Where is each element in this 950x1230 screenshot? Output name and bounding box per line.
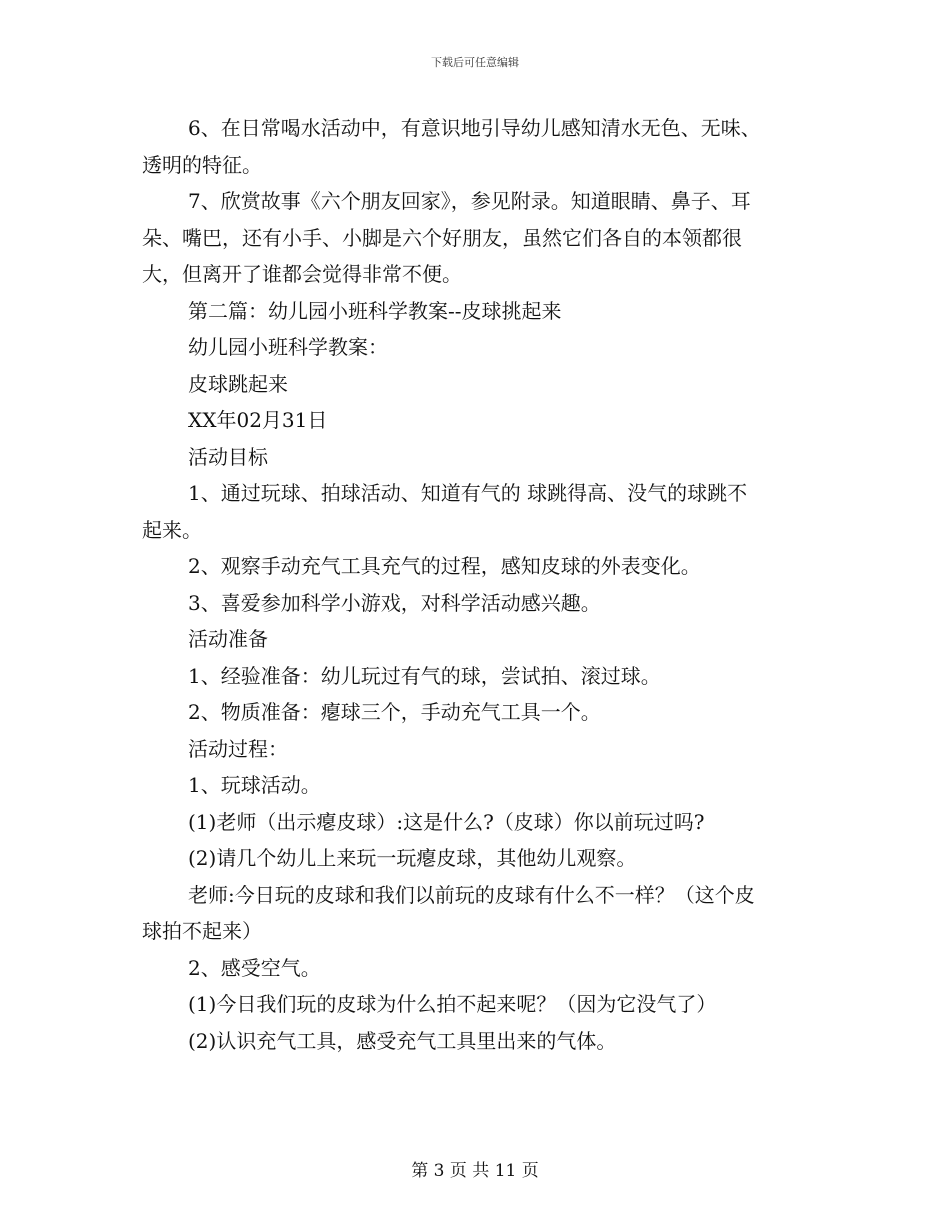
paragraph-line: (1)老师（出示瘪皮球）:这是什么?（皮球）你以前玩过吗? — [188, 809, 705, 834]
paragraph-line: 朵、嘴巴，还有小手、小脚是六个好朋友，虽然它们各自的本领都很 — [142, 225, 742, 250]
paragraph-line: (2)请几个幼儿上来玩一玩瘪皮球，其他幼儿观察。 — [188, 846, 637, 870]
paragraph-line: 起来。 — [142, 517, 202, 542]
paragraph-line: 7、欣赏故事《六个朋友回家》，参见附录。知道眼睛、鼻子、耳 — [188, 189, 751, 213]
paragraph-line: 皮球跳起来 — [188, 371, 288, 396]
subheading: 活动目标 — [188, 444, 268, 469]
paragraph-line: 老师:今日玩的皮球和我们以前玩的皮球有什么不一样？（这个皮 — [188, 882, 755, 907]
paragraph-line: 幼儿园小班科学教案： — [188, 335, 388, 359]
document-body — [142, 110, 810, 1059]
paragraph-line: 6、在日常喝水活动中，有意识地引导幼儿感知清水无色、无味、 — [188, 116, 761, 140]
page-footer: 第 3 页 共 11 页 — [411, 1161, 539, 1181]
paragraph-line: 2、感受空气。 — [188, 955, 321, 980]
paragraph-line: 大，但离开了谁都会觉得非常不便。 — [142, 262, 462, 286]
section-title: 第二篇：幼儿园小班科学教案--皮球挑起来 — [188, 298, 562, 323]
subheading: 活动过程： — [188, 736, 288, 761]
paragraph-line: 2、观察手动充气工具充气的过程，感知皮球的外表变化。 — [188, 554, 701, 578]
paragraph-line: 1、玩球活动。 — [188, 773, 321, 797]
paragraph-line: 1、经验准备：幼儿玩过有气的球，尝试拍、滚过球。 — [188, 663, 661, 688]
paragraph-line: 3、喜爱参加科学小游戏，对科学活动感兴趣。 — [188, 590, 601, 615]
paragraph-line: 透明的特征。 — [142, 152, 262, 177]
paragraph-line: 1、通过玩球、拍球活动、知道有气的 球跳得高、没气的球跳不 — [188, 481, 748, 505]
date-line: XX年02月31日 — [188, 408, 328, 432]
subheading: 活动准备 — [188, 627, 268, 651]
paragraph-line: 球拍不起来） — [142, 919, 262, 943]
paragraph-line: (1)今日我们玩的皮球为什么拍不起来呢？（因为它没气了） — [188, 992, 717, 1016]
paragraph-line: (2)认识充气工具，感受充气工具里出来的气体。 — [188, 1028, 617, 1053]
page-header: 下载后可任意编辑 — [431, 56, 519, 69]
paragraph-line: 2、物质准备：瘪球三个，手动充气工具一个。 — [188, 700, 601, 724]
